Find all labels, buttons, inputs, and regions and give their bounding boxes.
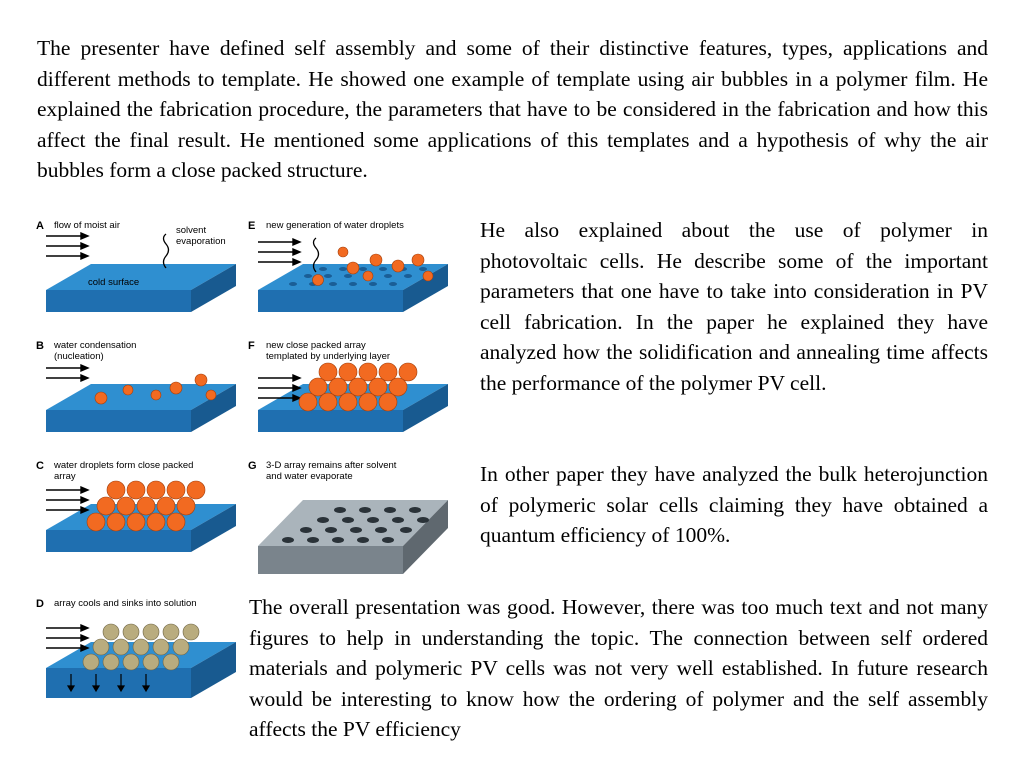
conclusion-paragraph: The overall presentation was good. However, there was too much text and not many figures to help in understanding the topic. The connection between self ordered materials and polymeric PV cells was not very well established. In future research would be interesting to know how the ordering of polymer and the self assembly affects the PV efficiency xyxy=(249,595,988,741)
panel-e-slab xyxy=(248,220,458,338)
figure-panel-g xyxy=(248,460,458,578)
panel-d-caption: array cools and sinks into solution xyxy=(54,598,197,609)
panel-g-caption: 3-D array remains after solvent and water evaporate xyxy=(266,460,397,482)
pv-paragraph: He also explained about the use of polymer in photovoltaic cells. He describe some of the important parameters that one have to take into consideration in PV cell fabrication. In the paper he explained they have analyzed how the solidification and annealing time affects the performance of the polymer PV cell. xyxy=(480,218,988,395)
panel-g-letter: G xyxy=(248,460,257,472)
panel-b-caption: water condensation (nucleation) xyxy=(54,340,137,362)
panel-f-letter: F xyxy=(248,340,255,352)
panel-a-surface-label: cold surface xyxy=(88,277,140,288)
panel-d-letter: D xyxy=(36,598,44,610)
panel-e-caption: new generation of water droplets xyxy=(266,220,404,231)
figure-panel-a xyxy=(36,220,246,338)
panel-b-letter: B xyxy=(36,340,44,352)
panel-a-caption: flow of moist air xyxy=(54,220,120,231)
panel-c-caption: water droplets form close packed array xyxy=(54,460,194,482)
bulk-heterojunction-paragraph: In other paper they have analyzed the bulk heterojunction of polymeric solar cells claiming they have obtained a quantum efficiency of 100%. xyxy=(480,462,988,547)
figure-panel-b xyxy=(36,340,246,458)
figure-panel-f xyxy=(248,340,458,458)
figure-panel-e xyxy=(248,220,458,338)
panel-f-caption: new close packed array templated by underlying layer xyxy=(266,340,391,362)
panel-d-slab xyxy=(36,598,246,716)
panel-a-letter: A xyxy=(36,220,44,232)
panel-e-letter: E xyxy=(248,220,256,232)
intro-paragraph: The presenter have defined self assembly and some of their distinctive features, types, applications and different methods to template. He showed one example of template using air bubbles in a polymer film. He explained the fabrication procedure, the parameters that have to be considered in the fabrication and how this affect the final result. He mentioned some applications of this templates and a hypothesis of why the air bubbles form a close packed structure. xyxy=(37,36,988,182)
panel-a-extra: solvent evaporation xyxy=(176,225,226,247)
figure-panel-c xyxy=(36,460,246,578)
figure-panel-d xyxy=(36,598,246,716)
panel-c-letter: C xyxy=(36,460,44,472)
